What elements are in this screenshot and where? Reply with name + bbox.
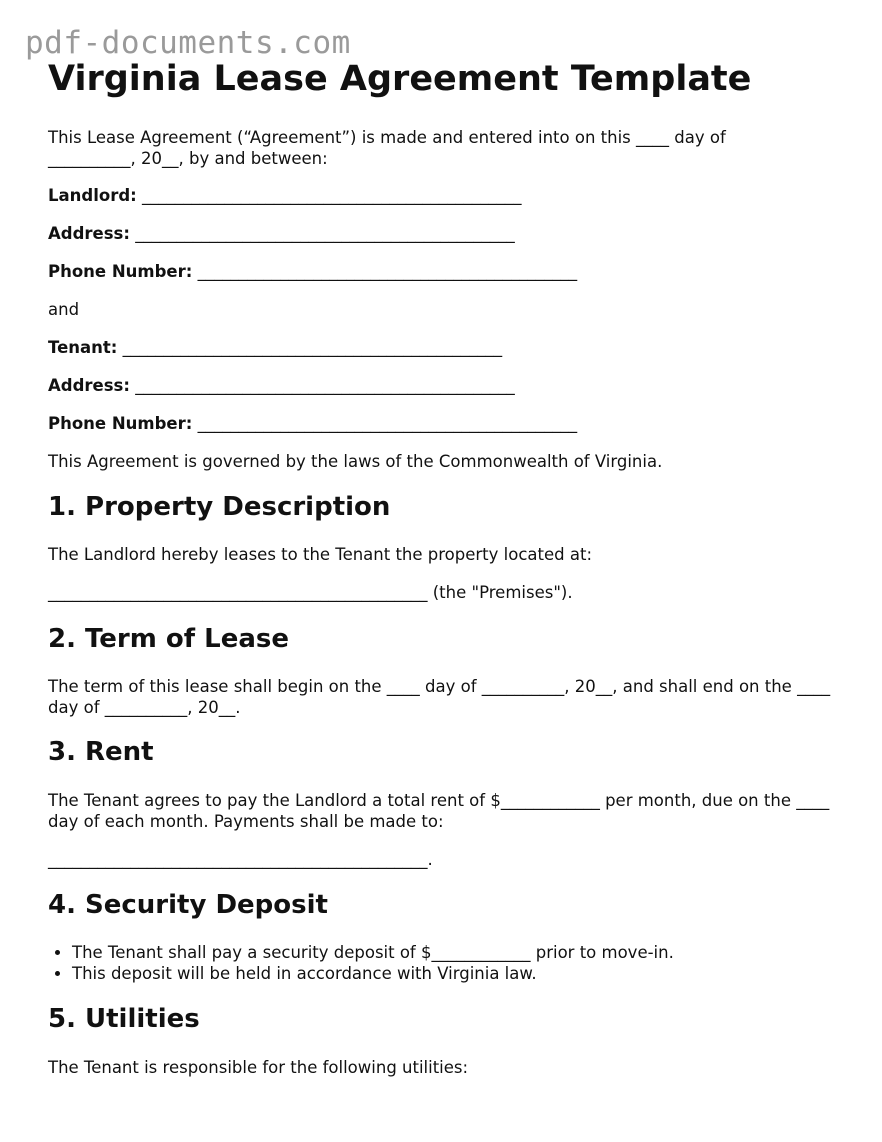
payee-line: ______________________________________________. [48,850,433,869]
landlord-phone-blank: ______________________________________________ [197,262,578,281]
watermark: pdf-documents.com [25,25,351,61]
landlord-phone-line [48,262,577,283]
tenant-name-blank: ______________________________________________ [122,338,503,357]
landlord-name-line [48,186,522,207]
rent-text: The Tenant agrees to pay the Landlord a total rent of $____________ per month, due on the ____ day of each month. Payments shall be made to: [48,791,830,831]
tenant-label: Tenant: [48,338,118,357]
utilities-text: The Tenant is responsible for the following utilities: [48,1058,469,1077]
deposit-list [48,943,842,984]
tenant-name-line [48,338,502,359]
tenant-phone-line [48,414,577,435]
section-heading-deposit: 4. Security Deposit [48,890,328,920]
tenant-phone-label: Phone Number: [48,414,193,433]
document-title: Virginia Lease Agreement Template [48,59,752,99]
landlord-phone-label: Phone Number: [48,262,193,281]
tenant-address-blank: ______________________________________________ [135,376,515,395]
landlord-address-label: Address: [48,224,130,243]
section-heading-property: 1. Property Description [48,492,391,522]
tenant-address-line [48,376,515,397]
term-text: The term of this lease shall begin on the ____ day of __________, 20__, and shall end on the ____ day of __________, 20__. [48,677,831,717]
tenant-address-label: Address: [48,376,130,395]
governing-law-text: This Agreement is governed by the laws of the Commonwealth of Virginia. [48,452,663,471]
intro-paragraph: This Lease Agreement (“Agreement”) is made and entered into on this ____ day of __________, 20__, by and between: [48,128,726,168]
premises-line: ______________________________________________ (the "Premises"). [48,583,573,602]
property-text: The Landlord hereby leases to the Tenant the property located at: [48,545,593,564]
and-text: and [48,300,80,319]
tenant-phone-blank: ______________________________________________ [197,414,578,433]
landlord-label: Landlord: [48,186,137,205]
landlord-address-line [48,224,515,245]
section-heading-term: 2. Term of Lease [48,624,289,654]
section-heading-rent: 3. Rent [48,737,154,767]
list-item: • This deposit will be held in accordance with Virginia law. [72,964,842,985]
landlord-address-blank: ______________________________________________ [135,224,515,243]
landlord-name-blank: ______________________________________________ [142,186,522,205]
section-heading-utilities: 5. Utilities [48,1004,200,1034]
list-item: • The Tenant shall pay a security deposit of $____________ prior to move-in. [72,943,842,964]
